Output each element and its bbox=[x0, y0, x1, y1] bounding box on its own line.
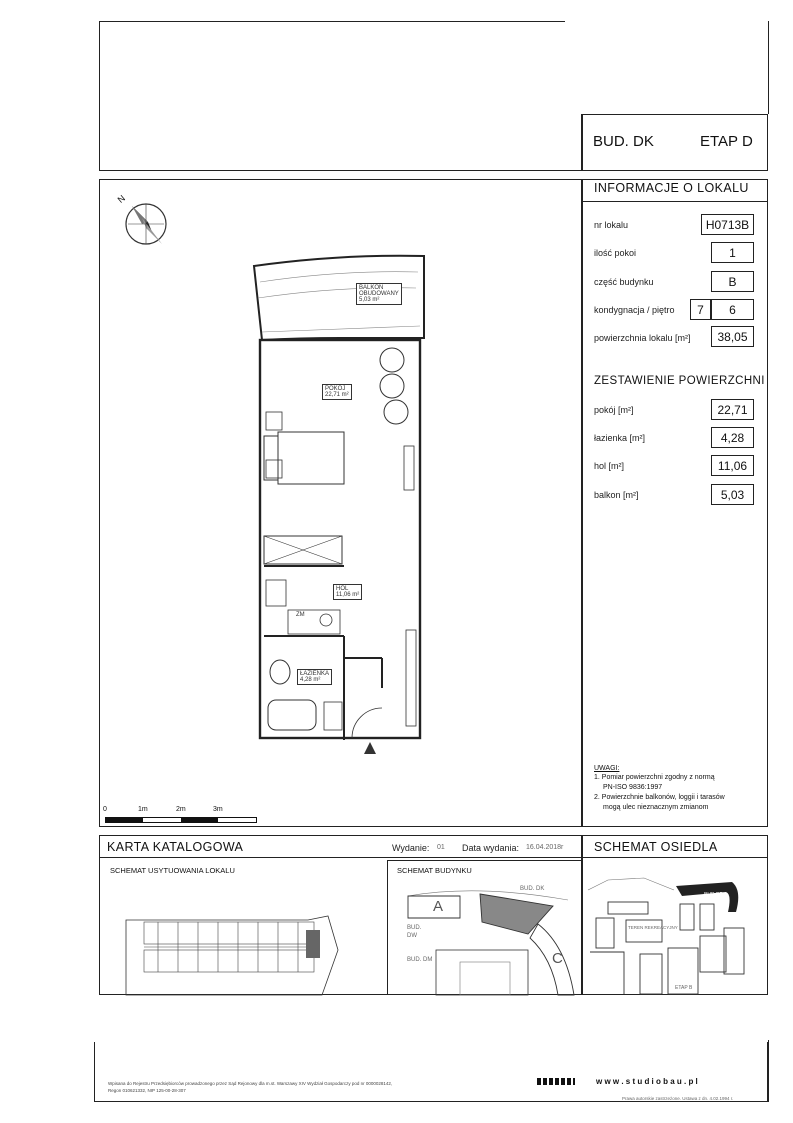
copyright: Prawa autorskie zastrzeżone. Ustawa z dn. 4.02.1994 r. bbox=[622, 1096, 734, 1101]
room-area: 22,71 m² bbox=[325, 392, 349, 398]
estate-park: TEREN REKREACYJNY bbox=[628, 925, 678, 930]
scale-2m: 2m bbox=[176, 806, 186, 813]
building-a: A bbox=[433, 898, 444, 915]
label-floor: kondygnacja / piętro bbox=[594, 305, 675, 315]
building-title: SCHEMAT BUDYNKU bbox=[397, 866, 472, 875]
legal-edge bbox=[768, 1040, 769, 1102]
legal-frame bbox=[94, 1042, 768, 1102]
label-balcony-area: balkon [m²] bbox=[594, 490, 639, 500]
stage-code: ETAP D bbox=[700, 133, 753, 150]
label-hall-area: hol [m²] bbox=[594, 461, 625, 471]
studio-website: w w w . s t u d i o b a u . p l bbox=[596, 1077, 698, 1086]
room-label bbox=[322, 384, 352, 400]
label-building-part: część budynku bbox=[594, 277, 654, 287]
hall-name: HOL bbox=[336, 586, 349, 592]
estate-dd: BUD DD bbox=[704, 892, 724, 898]
value-rooms: 1 bbox=[711, 242, 754, 263]
compass-rose bbox=[115, 188, 174, 248]
info-title: INFORMACJE O LOKALU bbox=[594, 181, 749, 195]
legal-text-2: Regon 010621332, NIP 125-00-28-307 bbox=[108, 1088, 186, 1093]
note-line-2: PN-ISO 9836:1997 bbox=[603, 784, 663, 791]
building-dk: BUD. DK bbox=[520, 886, 545, 892]
hall-label bbox=[333, 584, 362, 600]
balcony-label bbox=[356, 283, 402, 305]
value-hall-area: 11,06 bbox=[711, 455, 754, 476]
compass-north: N bbox=[115, 193, 127, 205]
header-divider bbox=[582, 114, 768, 115]
label-bath-area: łazienka [m²] bbox=[594, 433, 646, 443]
estate-title: SCHEMAT OSIEDLA bbox=[594, 840, 718, 854]
footer-title-rule bbox=[99, 857, 768, 858]
value-bath-area: 4,28 bbox=[711, 427, 754, 448]
building-dm: BUD. DM bbox=[407, 957, 433, 963]
header-left-frame bbox=[99, 21, 582, 171]
scale-0: 0 bbox=[103, 806, 107, 813]
note-line-4: mogą ulec nieznacznym zmianom bbox=[603, 804, 709, 811]
edition-label: Wydanie: bbox=[392, 843, 430, 853]
note-line-1: 1. Pomiar powierzchni zgodny z normą bbox=[594, 774, 715, 781]
edition-value: 01 bbox=[437, 844, 445, 851]
value-unit-number: H0713B bbox=[701, 214, 754, 235]
header-mask bbox=[565, 14, 785, 114]
balcony-name: BALKON bbox=[359, 285, 384, 291]
zm-label: ZM bbox=[296, 612, 305, 618]
value-building-part: B bbox=[711, 271, 754, 292]
scale-1m: 1m bbox=[138, 806, 148, 813]
scale-3m: 3m bbox=[213, 806, 223, 813]
value-area: 38,05 bbox=[711, 326, 754, 347]
building-dw-1: BUD. bbox=[407, 925, 422, 931]
estate-stage: ETAP B bbox=[675, 985, 693, 991]
date-label: Data wydania: bbox=[462, 843, 520, 853]
label-unit-number: nr lokalu bbox=[594, 220, 629, 230]
value-balcony-area: 5,03 bbox=[711, 484, 754, 505]
balcony-sub: OBUDOWANY bbox=[359, 291, 399, 297]
location-schematic bbox=[118, 910, 348, 995]
studio-logo bbox=[537, 1078, 575, 1085]
label-area: powierzchnia lokalu [m²] bbox=[594, 333, 691, 343]
balcony-area: 5,03 m² bbox=[359, 297, 380, 303]
hall-area: 11,06 m² bbox=[336, 592, 360, 598]
info-title-rule bbox=[582, 201, 768, 202]
location-title: SCHEMAT USYTUOWANIA LOKALU bbox=[110, 866, 235, 875]
value-storey: 7 bbox=[690, 299, 711, 320]
header-edge-left bbox=[582, 114, 583, 171]
building-c: C bbox=[552, 950, 563, 967]
label-rooms: ilość pokoi bbox=[594, 248, 637, 258]
note-line-3: 2. Powierzchnie balkonów, loggii i tarasów bbox=[594, 794, 725, 801]
value-room-area: 22,71 bbox=[711, 399, 754, 420]
scale-bar bbox=[105, 817, 257, 823]
bath-name: ŁAZIENKA bbox=[300, 671, 330, 677]
label-room-area: pokój [m²] bbox=[594, 405, 634, 415]
notes-title: UWAGI: bbox=[594, 765, 620, 772]
legal-text: Wpisana do Rejestru Przedsiębiorców prowadzonego przez Sąd Rejonowy dla m.st. Warszawy XIV Wydział Gospodarczy pod nr 0000028142, bbox=[108, 1081, 393, 1086]
bath-label bbox=[297, 669, 332, 685]
room-name: POKÓJ bbox=[325, 386, 346, 392]
floor-plan bbox=[240, 240, 440, 760]
building-dw-2: DW bbox=[407, 933, 417, 939]
catalog-title: KARTA KATALOGOWA bbox=[107, 840, 244, 854]
value-floor: 6 bbox=[711, 299, 754, 320]
building-code: BUD. DK bbox=[593, 133, 654, 150]
summary-title: ZESTAWIENIE POWIERZCHNI bbox=[594, 375, 765, 387]
bath-area: 4,28 m² bbox=[300, 677, 321, 683]
header-edge bbox=[768, 21, 769, 114]
date-value: 16.04.2018r bbox=[526, 844, 564, 851]
